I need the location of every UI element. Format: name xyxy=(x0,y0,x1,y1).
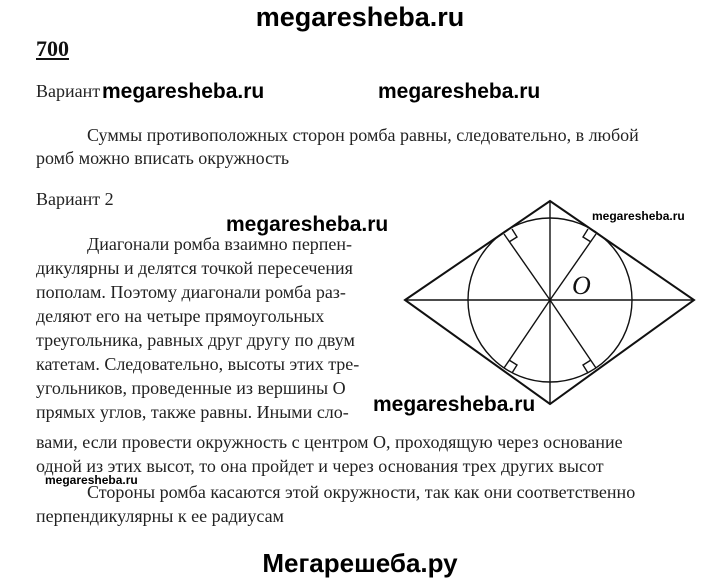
watermark: megaresheba.ru xyxy=(226,213,389,236)
right-angle-mark xyxy=(583,229,591,242)
watermark-small: megaresheba.ru xyxy=(592,209,685,223)
variant-2-line: треугольника, равных друг другу по двум xyxy=(36,330,355,350)
variant-1-line: ромб можно вписать окружность xyxy=(36,148,290,168)
right-angle-mark xyxy=(509,229,517,242)
rhombus-inscribed-circle-figure xyxy=(400,198,700,410)
variant-2-line: вами, если провести окружность с центром О, проходящую через основание xyxy=(36,432,623,452)
variant-2-line: катетам. Следовательно, высоты этих тре- xyxy=(36,354,360,374)
variant-2-line: деляют его на четыре прямоугольных xyxy=(36,306,325,326)
center-label-o: O xyxy=(572,271,591,300)
radius-upper-left xyxy=(504,234,550,300)
watermark: megaresheba.ru xyxy=(373,393,536,416)
variant-2-line: перпендикулярны к ее радиусам xyxy=(36,506,284,526)
variant-1-line: Суммы противоположных сторон ромба равны, следовательно, в любой xyxy=(87,125,639,145)
watermark: megaresheba.ru xyxy=(102,80,265,103)
variant-2-line: угольников, проведенные из вершины O xyxy=(36,378,346,398)
watermark-small: megaresheba.ru xyxy=(45,473,138,487)
variant-2-line: одной из этих высот, то она пройдет и через основания трех других высот xyxy=(36,456,604,476)
problem-number: 700 xyxy=(36,36,69,61)
variant-1-label: Вариант xyxy=(36,81,101,101)
radius-lower-right xyxy=(550,300,596,368)
watermark: megaresheba.ru xyxy=(378,80,541,103)
radius-lower-left xyxy=(504,300,550,368)
site-footer: Мегарешеба.ру xyxy=(262,548,458,578)
variant-2-line: Диагонали ромба взаимно перпен- xyxy=(87,234,353,254)
variant-2-line: пополам. Поэтому диагонали ромба раз- xyxy=(36,282,346,302)
site-header: megaresheba.ru xyxy=(255,2,465,32)
variant-2-line: дикулярны и делятся точкой пересечения xyxy=(36,258,353,278)
variant-2-line: прямых углов, также равны. Иными сло- xyxy=(36,402,349,422)
variant-2-line: Стороны ромба касаются этой окружности, так как они соответственно xyxy=(87,482,636,502)
variant-2-label: Вариант 2 xyxy=(36,189,114,209)
